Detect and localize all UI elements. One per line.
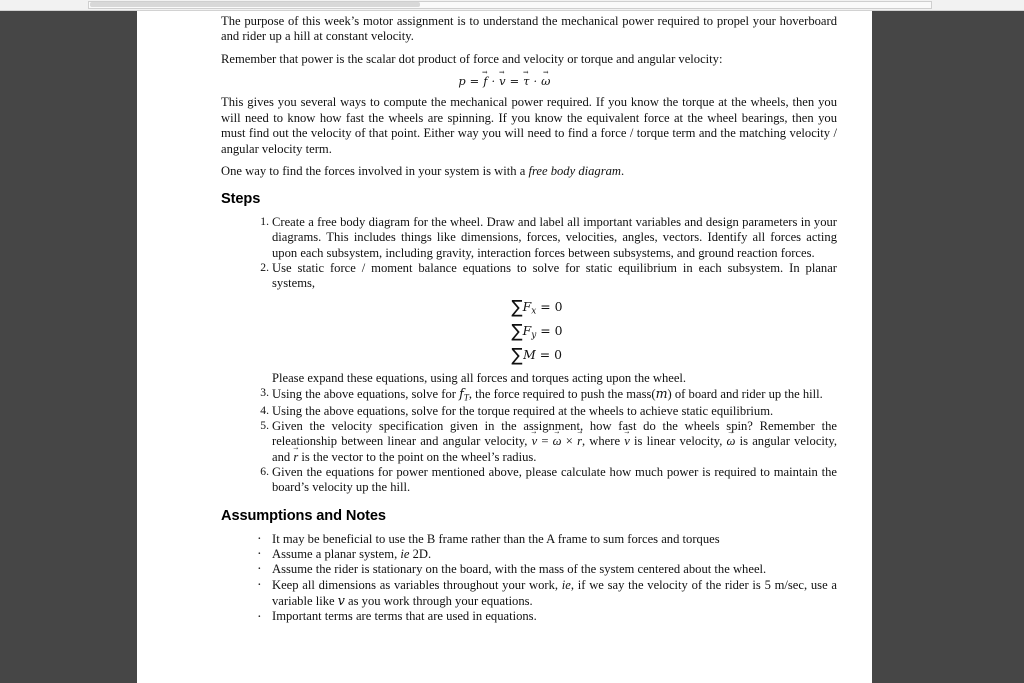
viewer-toolbar[interactable] — [0, 0, 1024, 11]
force-x-symbol: F — [522, 298, 532, 314]
intro-paragraph-2: Remember that power is the scalar dot product of force and velocity or torque and angular velocity: — [221, 51, 723, 66]
fbd-text-before: One way to find the forces involved in your system is with a — [221, 163, 529, 178]
traction-force-subscript: T — [463, 392, 469, 403]
step-item-1 — [255, 215, 837, 261]
velocity-vector: v → — [499, 75, 506, 89]
dot-operator-1: · — [491, 74, 496, 89]
fbd-text-after: . — [621, 163, 625, 178]
assumption-3-text: Assume the rider is stationary on the board, with the mass of the system centered about the wheel. — [272, 562, 767, 577]
step-3-text-after: ) of board and rider up the hill. — [667, 387, 823, 402]
assumptions-heading: Assumptions and Notes — [221, 507, 386, 524]
equation-sum-m — [272, 345, 801, 367]
moment-relation: = 0 — [539, 346, 562, 362]
step-6-text: Given the equations for power mentioned above, please calculate how much power is required to maintain the board’s velocity up the hill. — [272, 465, 837, 495]
equilibrium-equations — [272, 297, 837, 367]
fbd-emphasis: free body diagram — [528, 163, 622, 178]
torque-vector: τ → — [523, 75, 530, 89]
assumption-4-mid: , if we say the velocity of the rider is 5 m/sec, use a variable like — [272, 577, 837, 609]
step-item-2 — [255, 261, 837, 386]
equals-sign-2: = — [509, 74, 520, 89]
assumption-4-before: Keep all dimensions as variables throughout your work, — [272, 577, 562, 592]
equation-sum-fx — [272, 297, 801, 319]
mass-symbol: m — [655, 386, 668, 402]
assumption-2-emphasis: ie — [400, 546, 410, 561]
step-item-5 — [255, 419, 837, 465]
step-4-text: Using the above equations, solve for the torque required at the wheels to achieve static equilibrium. — [272, 403, 774, 418]
velocity-vector-inline-2: v → — [624, 434, 630, 449]
step-2-text: Use static force / moment balance equations to solve for static equilibrium in each subsystem. In planar systems, — [272, 261, 837, 291]
step-5-text-mid: , where — [581, 434, 625, 449]
power-symbol: p — [458, 74, 466, 89]
assumption-item-1 — [255, 532, 837, 547]
velocity-variable-symbol: v — [337, 593, 345, 609]
moment-symbol: M — [523, 346, 536, 362]
force-x-relation: = 0 — [540, 298, 563, 314]
steps-list — [137, 215, 872, 496]
body-paragraph-1: This gives you several ways to compute the mechanical power required. If you know the torque at the wheels, then you will need to know how fast the wheels are spinning. If you know the equivalent force at the wheel bearings, then you must find out the velocity of that point. Either way you will need to find a force / torque term and the matching velocity / angular velocity term. — [221, 95, 837, 156]
force-y-relation: = 0 — [540, 322, 563, 338]
assumption-item-2 — [255, 547, 837, 562]
assumption-2-after: 2D. — [409, 546, 432, 561]
radius-vector-inline: r → — [577, 434, 582, 449]
sigma-icon-fy: ∑ — [511, 320, 523, 342]
assumption-item-3 — [255, 562, 837, 577]
dot-operator-2: · — [533, 74, 538, 89]
step-3-text-before: Using the above equations, solve for — [272, 387, 460, 402]
radius-vector-inline-2: r → — [293, 450, 298, 465]
sigma-icon-fx: ∑ — [511, 296, 523, 318]
document-page — [137, 11, 872, 683]
power-equation — [137, 74, 872, 89]
omega-vector-inline-2: ω → — [727, 434, 736, 449]
step-item-3 — [255, 386, 837, 404]
steps-heading: Steps — [221, 191, 261, 208]
assumption-4-after: as you work through your equations. — [344, 594, 533, 609]
step-5-text-after: is the vector to the point on the wheel’s radius. — [298, 449, 537, 464]
force-y-subscript: y — [531, 330, 537, 341]
force-y-symbol: F — [522, 322, 532, 338]
cross-product-operator: × — [565, 434, 573, 449]
free-body-diagram-sentence — [137, 164, 872, 179]
step-3-text-mid: , the force required to push the mass( — [468, 387, 656, 402]
velocity-vector-inline: v → — [532, 434, 538, 449]
assumption-2-before: Assume a planar system, — [272, 546, 401, 561]
assumption-5-text: Important terms are terms that are used in equations. — [272, 609, 537, 624]
assumption-item-5 — [255, 609, 837, 624]
assumptions-list — [137, 532, 872, 625]
intro-paragraph-1: The purpose of this week’s motor assignment is to understand the mechanical power required to propel your hoverboard and rider up a hill at constant velocity. — [221, 14, 837, 44]
assumption-1-text: It may be beneficial to use the B frame rather than the A frame to sum forces and torques — [272, 531, 720, 546]
step-2-after-text: Please expand these equations, using all forces and torques acting upon the wheel. — [272, 370, 687, 385]
omega-vector-inline: ω → — [553, 434, 562, 449]
omega-vector: ω → — [541, 75, 551, 89]
step-item-4 — [255, 404, 837, 419]
horizontal-scrollbar[interactable] — [90, 2, 420, 7]
assumption-item-4 — [255, 578, 837, 610]
step-1-text: Create a free body diagram for the wheel. Draw and label all important variables and design parameters in your diagrams. This includes things like dimensions, forces, velocities, angles, vectors. Identify all forces acting upon each subsystem, including gravity, interaction forces between subsystems, and ground reaction forces. — [272, 215, 837, 260]
step-5-text-mid3: is angular velocity, and — [272, 434, 838, 464]
step-5-equals: = — [541, 434, 549, 449]
equation-sum-fy — [272, 321, 801, 343]
force-vector: f → — [483, 75, 487, 89]
step-item-6 — [255, 465, 837, 496]
step-5-text-mid2: is linear velocity, — [629, 434, 727, 449]
document-content — [137, 11, 872, 625]
assumption-4-emphasis: ie — [561, 577, 571, 592]
force-x-subscript: x — [531, 306, 537, 317]
equals-sign-1: = — [469, 74, 480, 89]
sigma-icon-m: ∑ — [511, 344, 523, 366]
traction-force-symbol: f — [459, 386, 464, 402]
step-5-text-before: Given the velocity specification given in the assignment, how fast do the wheels spin? Remember the releationship between linear and angular velocity, — [272, 419, 837, 449]
